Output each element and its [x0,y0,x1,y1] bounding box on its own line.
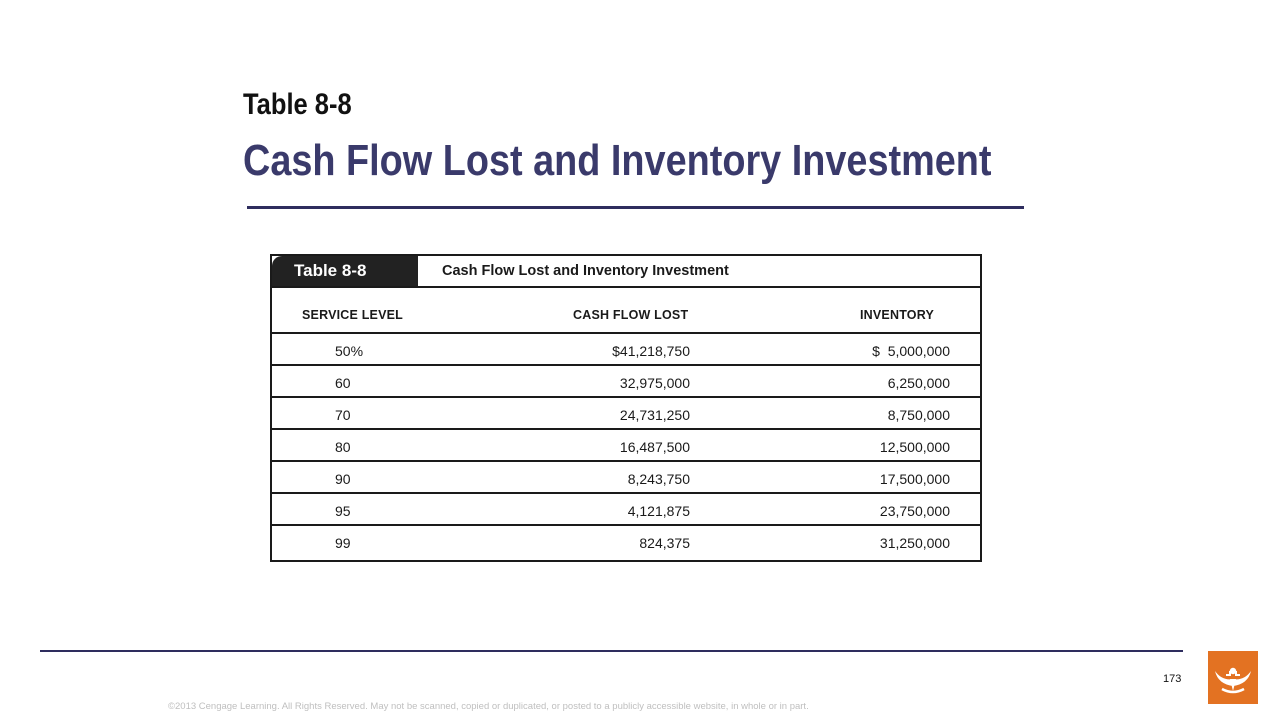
service-level-cell: 80 [335,439,351,455]
cash-flow-lost-cell: 32,975,000 [619,375,690,391]
cengage-logo-icon [1208,651,1258,704]
inventory-cell: 6,250,000 [887,375,950,391]
cash-flow-lost-cell: 824,375 [639,535,690,551]
inventory-cell: 23,750,000 [879,503,950,519]
table-row [272,494,980,526]
table-number-tab: Table 8-8 [272,256,418,286]
service-level-cell: 50% [335,343,364,359]
table-caption: Cash Flow Lost and Inventory Investment [442,263,729,279]
inventory-cell: $ 5,000,000 [872,343,950,359]
table-row [272,334,980,366]
table-header-bar [272,256,980,288]
cash-flow-lost-cell: 16,487,500 [619,439,690,455]
inventory-cell: 8,750,000 [887,407,950,423]
table-row [272,430,980,462]
title-divider [247,206,1024,209]
inventory-cell: 17,500,000 [879,471,950,487]
column-header-cash-flow-lost: CASH FLOW LOST [573,308,689,322]
table-row [272,366,980,398]
inventory-cell: 12,500,000 [879,439,950,455]
service-level-cell: 99 [335,535,351,551]
page-number: 173 [1163,673,1182,685]
cash-flow-lost-cell: 24,731,250 [619,407,690,423]
table-row [272,526,980,558]
footer-divider [40,650,1183,652]
cash-flow-lost-cell: 8,243,750 [627,471,690,487]
copyright-notice: ©2013 Cengage Learning. All Rights Reserved. May not be scanned, copied or duplicated, or posted to a publicly accessible website, in whole or in part. [168,701,809,712]
inventory-cell: 31,250,000 [879,535,950,551]
service-level-cell: 60 [335,375,351,391]
data-table [270,254,982,562]
logo-mark-icon [1208,651,1258,704]
slide-title: Cash Flow Lost and Inventory Investment [243,136,992,185]
service-level-cell: 95 [335,503,351,519]
service-level-cell: 90 [335,471,351,487]
cash-flow-lost-cell: 4,121,875 [627,503,690,519]
table-row [272,462,980,494]
service-level-cell: 70 [335,407,351,423]
slide-subtitle: Table 8-8 [243,88,352,121]
table-row [272,398,980,430]
column-header-service-level: SERVICE LEVEL [302,308,404,322]
cash-flow-lost-cell: $41,218,750 [612,343,690,359]
column-header-inventory: INVENTORY [860,308,935,322]
